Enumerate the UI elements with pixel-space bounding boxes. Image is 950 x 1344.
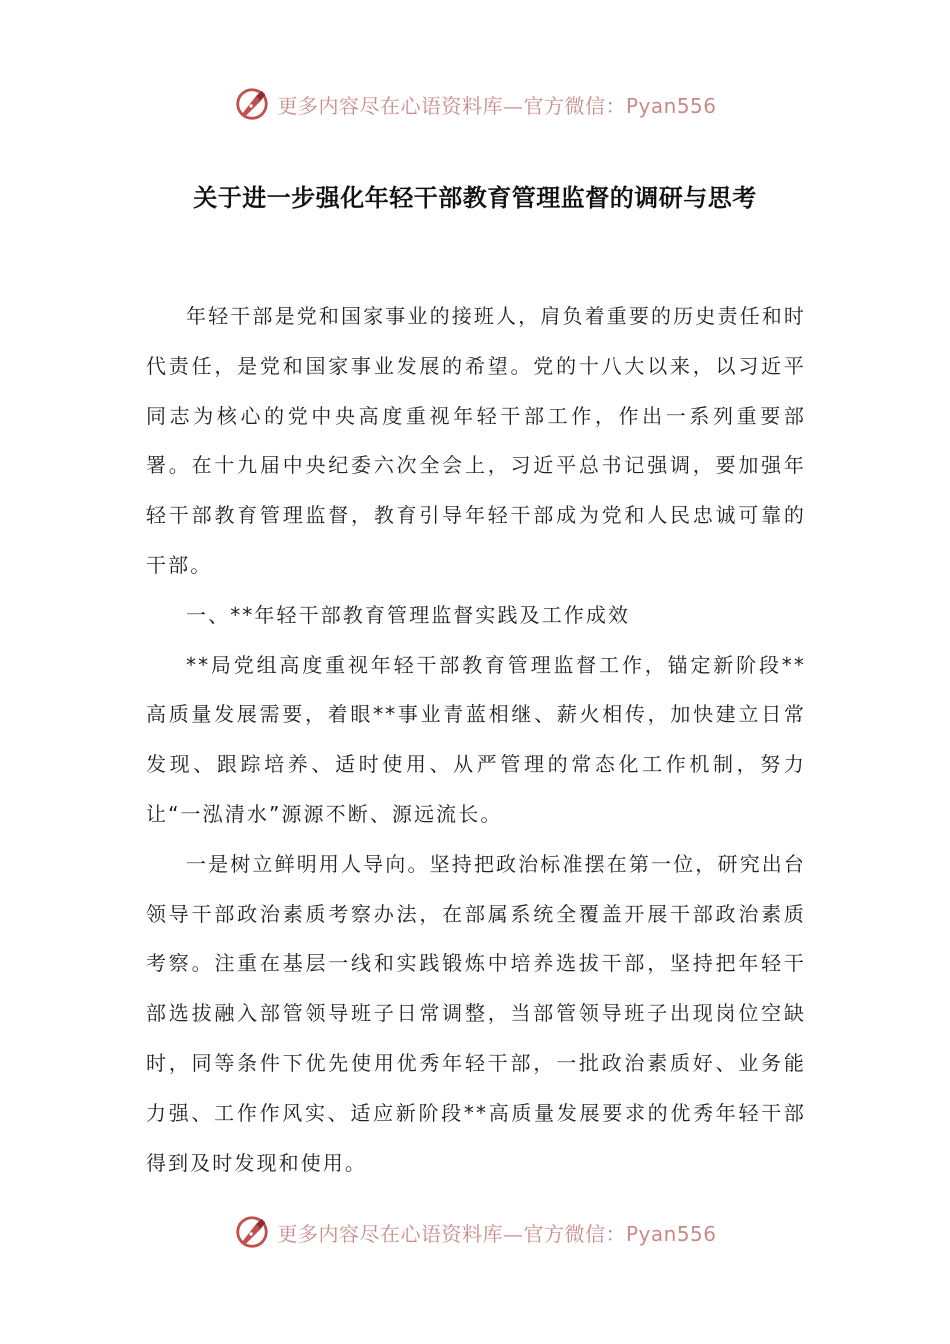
watermark-wechat-id: Pyan556 [625,1221,717,1246]
watermark-banner-bottom [0,1210,950,1254]
pen-nib-circle-icon [233,85,271,123]
watermark-wechat-id: Pyan556 [625,93,717,118]
pen-nib-circle-icon [233,1213,271,1251]
watermark-site-text: 更多内容尽在心语资料库—官方微信： [277,1221,626,1246]
document-body [146,292,806,1188]
section-heading: 一、**年轻干部教育管理监督实践及工作成效 [186,602,631,627]
watermark-site-text: 更多内容尽在心语资料库—官方微信： [277,93,626,118]
watermark-text [277,1218,716,1247]
document-title: 关于进一步强化年轻干部教育管理监督的调研与思考 [193,184,757,212]
watermark-text [277,90,716,119]
body-paragraph: 年轻干部是党和国家事业的接班人，肩负着重要的历史责任和时代责任，是党和国家事业发展的希望。党的十八大以来，以习近平同志为核心的党中央高度重视年轻干部工作，作出一系列重要部署。在十九届中央纪委六次全会上，习近平总书记强调，要加强年轻干部教育管理监督，教育引导年轻干部成为党和人民忠诚可靠的干部。 [146,304,806,577]
body-paragraph: 一是树立鲜明用人导向。坚持把政治标准摆在第一位，研究出台领导干部政治素质考察办法，在部属系统全覆盖开展干部政治素质考察。注重在基层一线和实践锻炼中培养选拔干部，坚持把年轻干部选拔融入部管领导班子日常调整，当部管领导班子出现岗位空缺时，同等条件下优先使用优秀年轻干部，一批政治素质好、业务能力强、工作作风实、适应新阶段**高质量发展要求的优秀年轻干部得到及时发现和使用。 [146,851,806,1175]
watermark-banner-top [0,82,950,126]
body-paragraph: **局党组高度重视年轻干部教育管理监督工作，锚定新阶段**高质量发展需要，着眼**事业青蓝相继、薪火相传，加快建立日常发现、跟踪培养、适时使用、从严管理的常态化工作机制，努力让“一泓清水”源源不断、源远流长。 [146,652,806,826]
